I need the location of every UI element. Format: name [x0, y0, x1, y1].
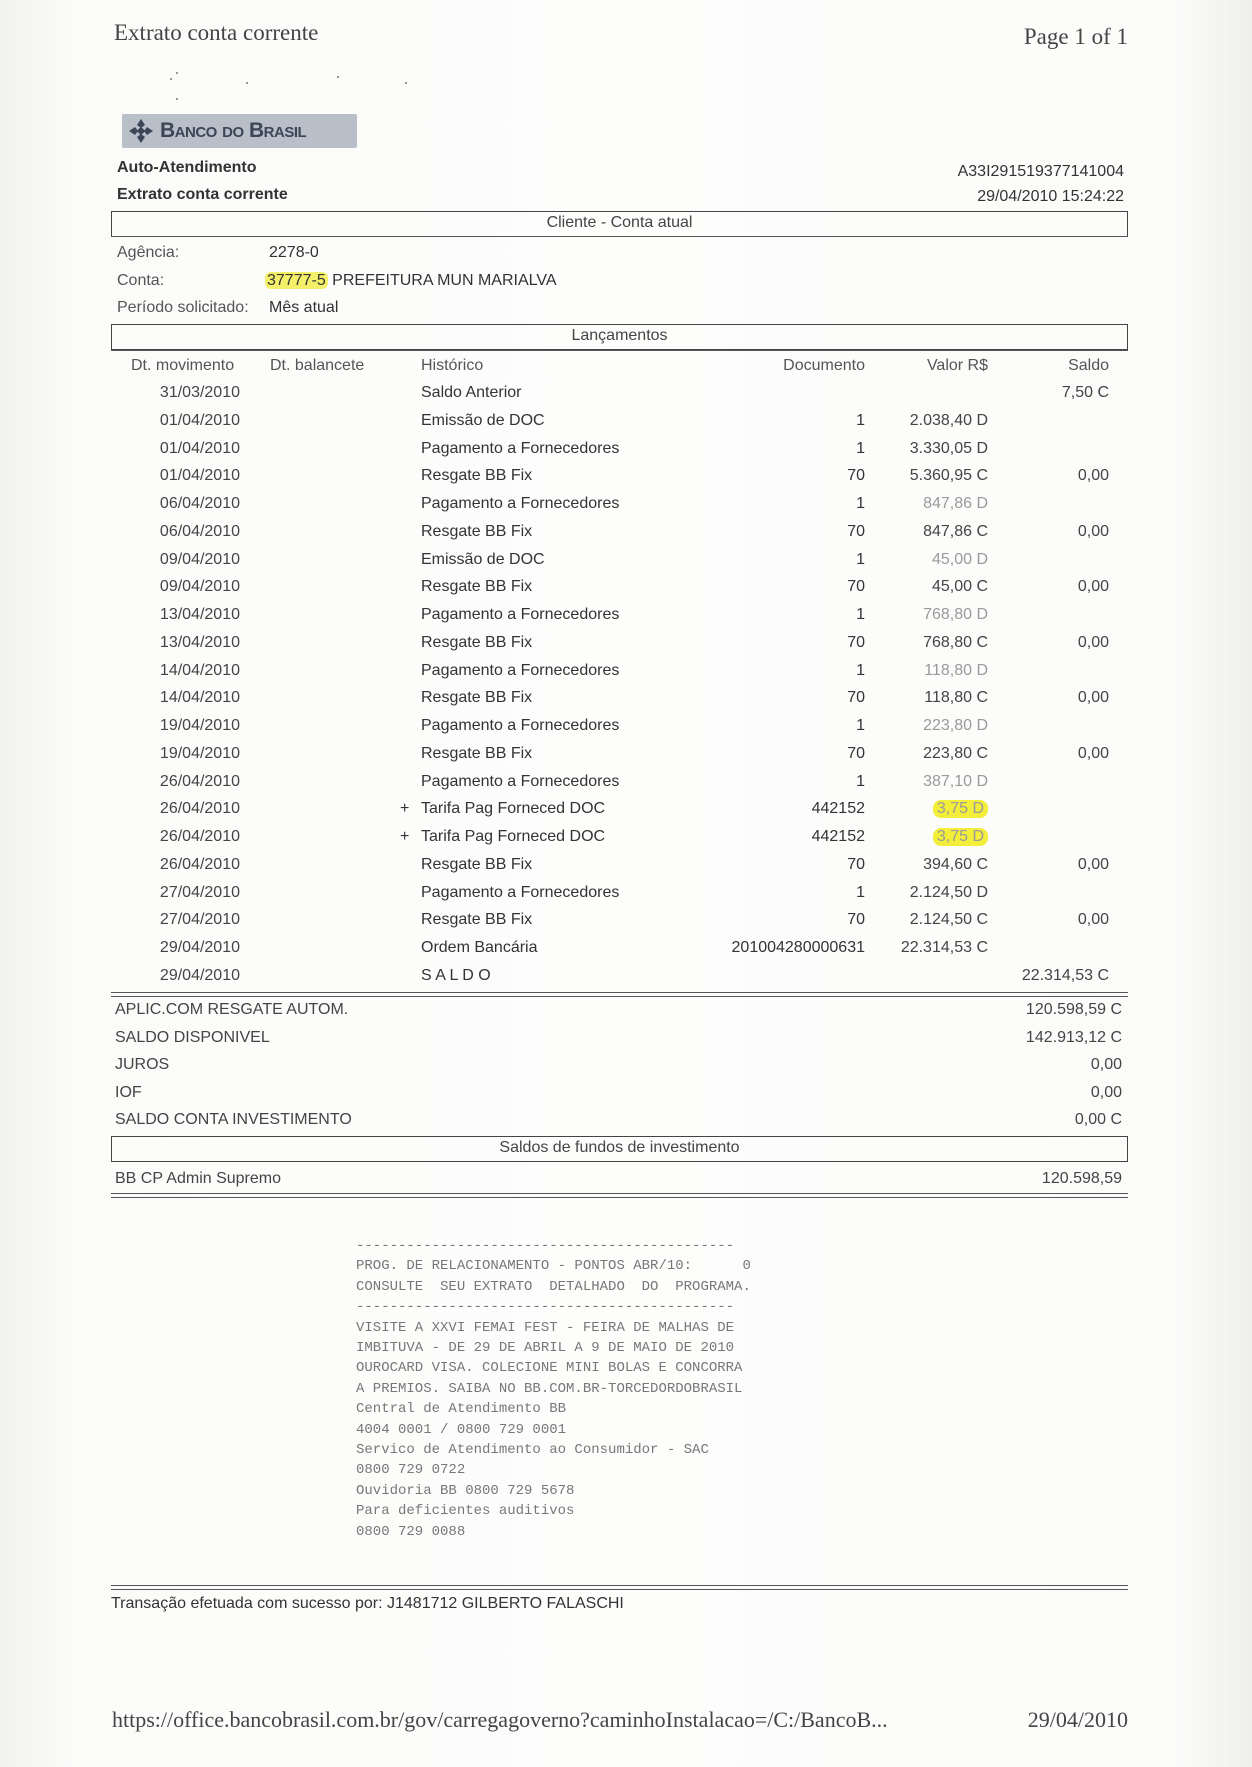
cell-historico: Resgate BB Fix	[421, 855, 533, 873]
cell-documento: 70	[847, 744, 865, 762]
cell-valor: 5.360,95 C	[909, 467, 988, 485]
cell-documento: 1	[856, 661, 865, 679]
cell-dt-movimento: 27/04/2010	[159, 911, 240, 929]
summary-row	[0, 1001, 1252, 1029]
cell-historico: Resgate BB Fix	[421, 467, 533, 485]
cell-dt-movimento: 01/04/2010	[159, 411, 240, 429]
table-row	[0, 689, 1252, 717]
cell-dt-movimento: 19/04/2010	[159, 717, 240, 734]
print-footer-url: https://office.bancobrasil.com.br/gov/carregagoverno?caminhoInstalacao=/C:/BancoB...	[112, 1707, 888, 1732]
divider	[111, 992, 1128, 997]
cell-valor: 394,60 C	[923, 855, 988, 873]
cell-documento: 70	[847, 911, 865, 929]
document-code: A33I291519377141004	[957, 163, 1124, 180]
cell-documento: 201004280000631	[731, 939, 865, 956]
cell-dt-movimento: 01/04/2010	[159, 439, 240, 457]
cell-historico: Emissão de DOC	[421, 411, 545, 429]
cell-saldo: 7,50 C	[1061, 384, 1109, 401]
scan-speck	[246, 82, 248, 84]
cell-documento: 70	[847, 578, 865, 596]
section-fundos-title: Saldos de fundos de investimento	[499, 1139, 740, 1156]
cell-documento: 1	[856, 606, 865, 623]
scan-speck	[176, 72, 178, 74]
cell-documento: 1	[856, 411, 865, 429]
cell-valor: 2.124,50 D	[909, 883, 988, 901]
cell-dt-movimento: 26/04/2010	[159, 828, 240, 845]
cell-dt-movimento: 09/04/2010	[159, 550, 240, 568]
cell-dt-movimento: 14/04/2010	[159, 689, 240, 707]
cell-historico: Pagamento a Fornecedores	[421, 717, 620, 734]
section-cliente-header	[111, 211, 1128, 237]
cell-saldo: 0,00	[1077, 578, 1109, 596]
cell-valor: 847,86 C	[923, 522, 988, 540]
table-row	[0, 773, 1252, 801]
cell-dt-movimento: 29/04/2010	[159, 939, 240, 956]
bank-logo-text: Banco do Brasil	[160, 119, 307, 142]
cell-historico: Tarifa Pag Forneced DOC	[421, 828, 606, 845]
cell-valor: 45,00 D	[931, 550, 988, 568]
cell-valor: 768,80 C	[923, 633, 988, 651]
summary-label: SALDO CONTA INVESTIMENTO	[115, 1111, 352, 1129]
cell-documento: 1	[856, 439, 865, 457]
cell-valor: 3.330,05 D	[909, 439, 988, 457]
cell-saldo: 0,00	[1077, 855, 1109, 873]
summary-value: 0,00	[1090, 1083, 1122, 1101]
table-row	[0, 884, 1252, 912]
cell-dt-movimento: 13/04/2010	[159, 633, 240, 651]
summary-row	[0, 1056, 1252, 1084]
cell-dt-movimento: 29/04/2010	[159, 966, 240, 984]
transaction-confirmation: Transação efetuada com sucesso por: J1481712 GILBERTO FALASCHI	[111, 1595, 624, 1612]
cell-historico: Pagamento a Fornecedores	[421, 495, 620, 512]
summary-label: APLIC.COM RESGATE AUTOM.	[115, 1001, 349, 1018]
table-row	[0, 828, 1252, 856]
agencia-label: Agência:	[117, 244, 180, 261]
cell-documento: 1	[856, 772, 865, 790]
cell-documento: 1	[856, 550, 865, 568]
print-header-title: Extrato conta corrente	[114, 20, 319, 45]
table-row	[0, 634, 1252, 662]
cell-documento: 70	[847, 633, 865, 651]
table-row	[0, 412, 1252, 440]
cell-saldo: 0,00	[1077, 911, 1109, 929]
summary-label: IOF	[115, 1083, 142, 1101]
divider	[111, 350, 1128, 351]
column-header-dt-movimento: Dt. movimento	[131, 357, 235, 374]
table-row	[0, 662, 1252, 690]
fundo-value: 120.598,59	[1041, 1170, 1122, 1187]
cell-historico: Pagamento a Fornecedores	[421, 439, 620, 457]
scan-speck	[337, 76, 339, 78]
service-name: Auto-Atendimento	[117, 159, 257, 176]
summary-label: JUROS	[115, 1056, 170, 1074]
scan-speck	[176, 98, 178, 100]
summary-value: 0,00 C	[1074, 1111, 1122, 1129]
cell-dt-movimento: 06/04/2010	[159, 522, 240, 540]
cell-dt-movimento: 26/04/2010	[159, 772, 240, 790]
cell-historico: Resgate BB Fix	[421, 633, 533, 651]
cell-dt-movimento: 31/03/2010	[159, 384, 240, 401]
table-row	[0, 856, 1252, 884]
table-row	[0, 467, 1252, 495]
cell-plus-marker: +	[400, 800, 410, 818]
cell-historico: Pagamento a Fornecedores	[421, 661, 620, 679]
cell-historico: Resgate BB Fix	[421, 911, 533, 929]
cell-documento: 1	[856, 495, 865, 512]
conta-value	[265, 272, 557, 290]
cell-plus-marker: +	[400, 828, 410, 845]
table-row	[0, 523, 1252, 551]
banco-do-brasil-logo-icon	[128, 118, 154, 144]
cell-historico: Pagamento a Fornecedores	[421, 606, 620, 623]
divider	[111, 236, 1128, 237]
summary-value: 120.598,59 C	[1025, 1001, 1122, 1018]
cell-saldo: 0,00	[1077, 467, 1109, 485]
periodo-label: Período solicitado:	[117, 299, 249, 316]
column-header-valor: Valor R$	[926, 357, 988, 374]
cell-historico: Resgate BB Fix	[421, 522, 533, 540]
cell-documento: 1	[856, 883, 865, 901]
column-header-dt-balancete: Dt. balancete	[270, 357, 365, 374]
cell-valor: 2.038,40 D	[909, 411, 988, 429]
section-lancamentos-title: Lançamentos	[571, 327, 668, 344]
column-header-saldo: Saldo	[1068, 357, 1109, 374]
cell-documento: 1	[856, 717, 865, 734]
table-row	[0, 440, 1252, 468]
conta-name: PREFEITURA MUN MARIALVA	[332, 272, 557, 289]
cell-dt-movimento: 09/04/2010	[159, 578, 240, 596]
section-fundos-header	[111, 1136, 1128, 1162]
table-row	[0, 745, 1252, 773]
cell-historico: S A L D O	[421, 966, 491, 984]
divider	[111, 1585, 1128, 1590]
bank-logo	[122, 114, 357, 148]
cell-dt-movimento: 14/04/2010	[159, 661, 240, 679]
cell-valor: 2.124,50 C	[909, 911, 988, 929]
summary-row	[0, 1084, 1252, 1112]
cell-documento: 70	[847, 522, 865, 540]
cell-saldo: 0,00	[1077, 689, 1109, 707]
document-type: Extrato conta corrente	[117, 186, 288, 203]
summary-label: SALDO DISPONIVEL	[115, 1028, 270, 1046]
cell-historico: Pagamento a Fornecedores	[421, 772, 620, 790]
cell-saldo: 0,00	[1077, 744, 1109, 762]
cell-historico: Resgate BB Fix	[421, 744, 533, 762]
cell-dt-movimento: 19/04/2010	[159, 744, 240, 762]
cell-valor: 768,80 D	[923, 606, 988, 623]
cell-dt-movimento: 01/04/2010	[159, 467, 240, 485]
table-row	[0, 967, 1252, 995]
table-row	[0, 911, 1252, 939]
print-page-number: Page 1 of 1	[1023, 24, 1128, 49]
section-lancamentos-header	[111, 324, 1128, 350]
cell-historico: Resgate BB Fix	[421, 578, 533, 596]
table-row	[0, 939, 1252, 967]
table-row	[0, 495, 1252, 523]
summary-value: 0,00	[1090, 1056, 1122, 1074]
cell-saldo: 0,00	[1077, 522, 1109, 540]
cell-dt-movimento: 26/04/2010	[159, 800, 240, 818]
cell-valor: 387,10 D	[923, 772, 988, 790]
table-row	[0, 717, 1252, 745]
cell-historico: Saldo Anterior	[421, 384, 522, 401]
cell-historico: Tarifa Pag Forneced DOC	[421, 800, 606, 818]
cell-historico: Resgate BB Fix	[421, 689, 533, 707]
cell-valor: 118,80 D	[924, 661, 988, 679]
cell-historico: Emissão de DOC	[421, 550, 545, 568]
column-header-historico: Histórico	[421, 357, 484, 374]
cell-documento: 70	[847, 689, 865, 707]
cell-valor: 847,86 D	[923, 495, 988, 512]
cell-dt-movimento: 13/04/2010	[159, 606, 240, 623]
cell-documento: 70	[847, 467, 865, 485]
cell-valor: 223,80 C	[923, 744, 988, 762]
cell-valor: 3,75 D	[933, 800, 988, 818]
table-row	[0, 606, 1252, 634]
cell-documento: 442152	[811, 828, 865, 845]
agencia-value: 2278-0	[269, 244, 319, 261]
conta-label: Conta:	[117, 272, 165, 289]
cell-valor: 118,80 C	[924, 689, 988, 707]
cell-saldo: 22.314,53 C	[1021, 966, 1109, 984]
cell-dt-movimento: 27/04/2010	[159, 883, 240, 901]
scan-speck	[170, 78, 172, 80]
cell-dt-movimento: 26/04/2010	[159, 855, 240, 873]
column-header-documento: Documento	[783, 357, 865, 374]
summary-row	[0, 1029, 1252, 1057]
cell-documento: 442152	[811, 800, 865, 818]
divider	[111, 1193, 1128, 1198]
cell-valor: 45,00 C	[931, 578, 988, 596]
cell-documento: 70	[847, 855, 865, 873]
cell-dt-movimento: 06/04/2010	[159, 495, 240, 512]
fundo-name: BB CP Admin Supremo	[115, 1170, 282, 1187]
table-row	[0, 384, 1252, 412]
scan-speck	[405, 82, 407, 84]
table-row	[0, 551, 1252, 579]
table-row	[0, 578, 1252, 606]
conta-number: 37777-5	[267, 272, 326, 289]
cell-valor: 3,75 D	[933, 828, 988, 846]
section-cliente-title: Cliente - Conta atual	[546, 214, 693, 231]
cell-historico: Ordem Bancária	[421, 939, 538, 956]
summary-value: 142.913,12 C	[1025, 1028, 1122, 1046]
print-footer-date: 29/04/2010	[1027, 1707, 1128, 1732]
document-datetime: 29/04/2010 15:24:22	[977, 188, 1124, 205]
cell-saldo: 0,00	[1077, 633, 1109, 651]
cell-historico: Pagamento a Fornecedores	[421, 883, 620, 901]
cell-valor: 223,80 D	[923, 717, 988, 734]
cell-valor: 22.314,53 C	[900, 939, 988, 956]
table-row	[0, 800, 1252, 828]
program-message: --------------------------------------------- PROG. DE RELACIONAMENTO - PONTOS ABR/10: 0 CONSULTE SEU EXTRATO DETALHADO DO PROGRAMA. --------------------------------------------- VISITE A XXVI FEMAI FEST - FEIRA DE MALHAS DE IMBITUVA - DE 29 DE ABRIL A 9 DE MAIO DE 2010 OUROCARD VISA. COLECIONE MINI BOLAS E CONCORRA A PREMIOS. SAIBA NO BB.COM.BR-TORCEDORDOBRASIL Central de Atendimento BB 4004 0001 / 0800 729 0001 Servico de Atendimento ao Consumidor - SAC 0800 729 0722 Ouvidoria BB 0800 729 5678 Para deficientes auditivos 0800 729 0088	[356, 1238, 751, 1540]
periodo-value: Mês atual	[269, 299, 339, 316]
